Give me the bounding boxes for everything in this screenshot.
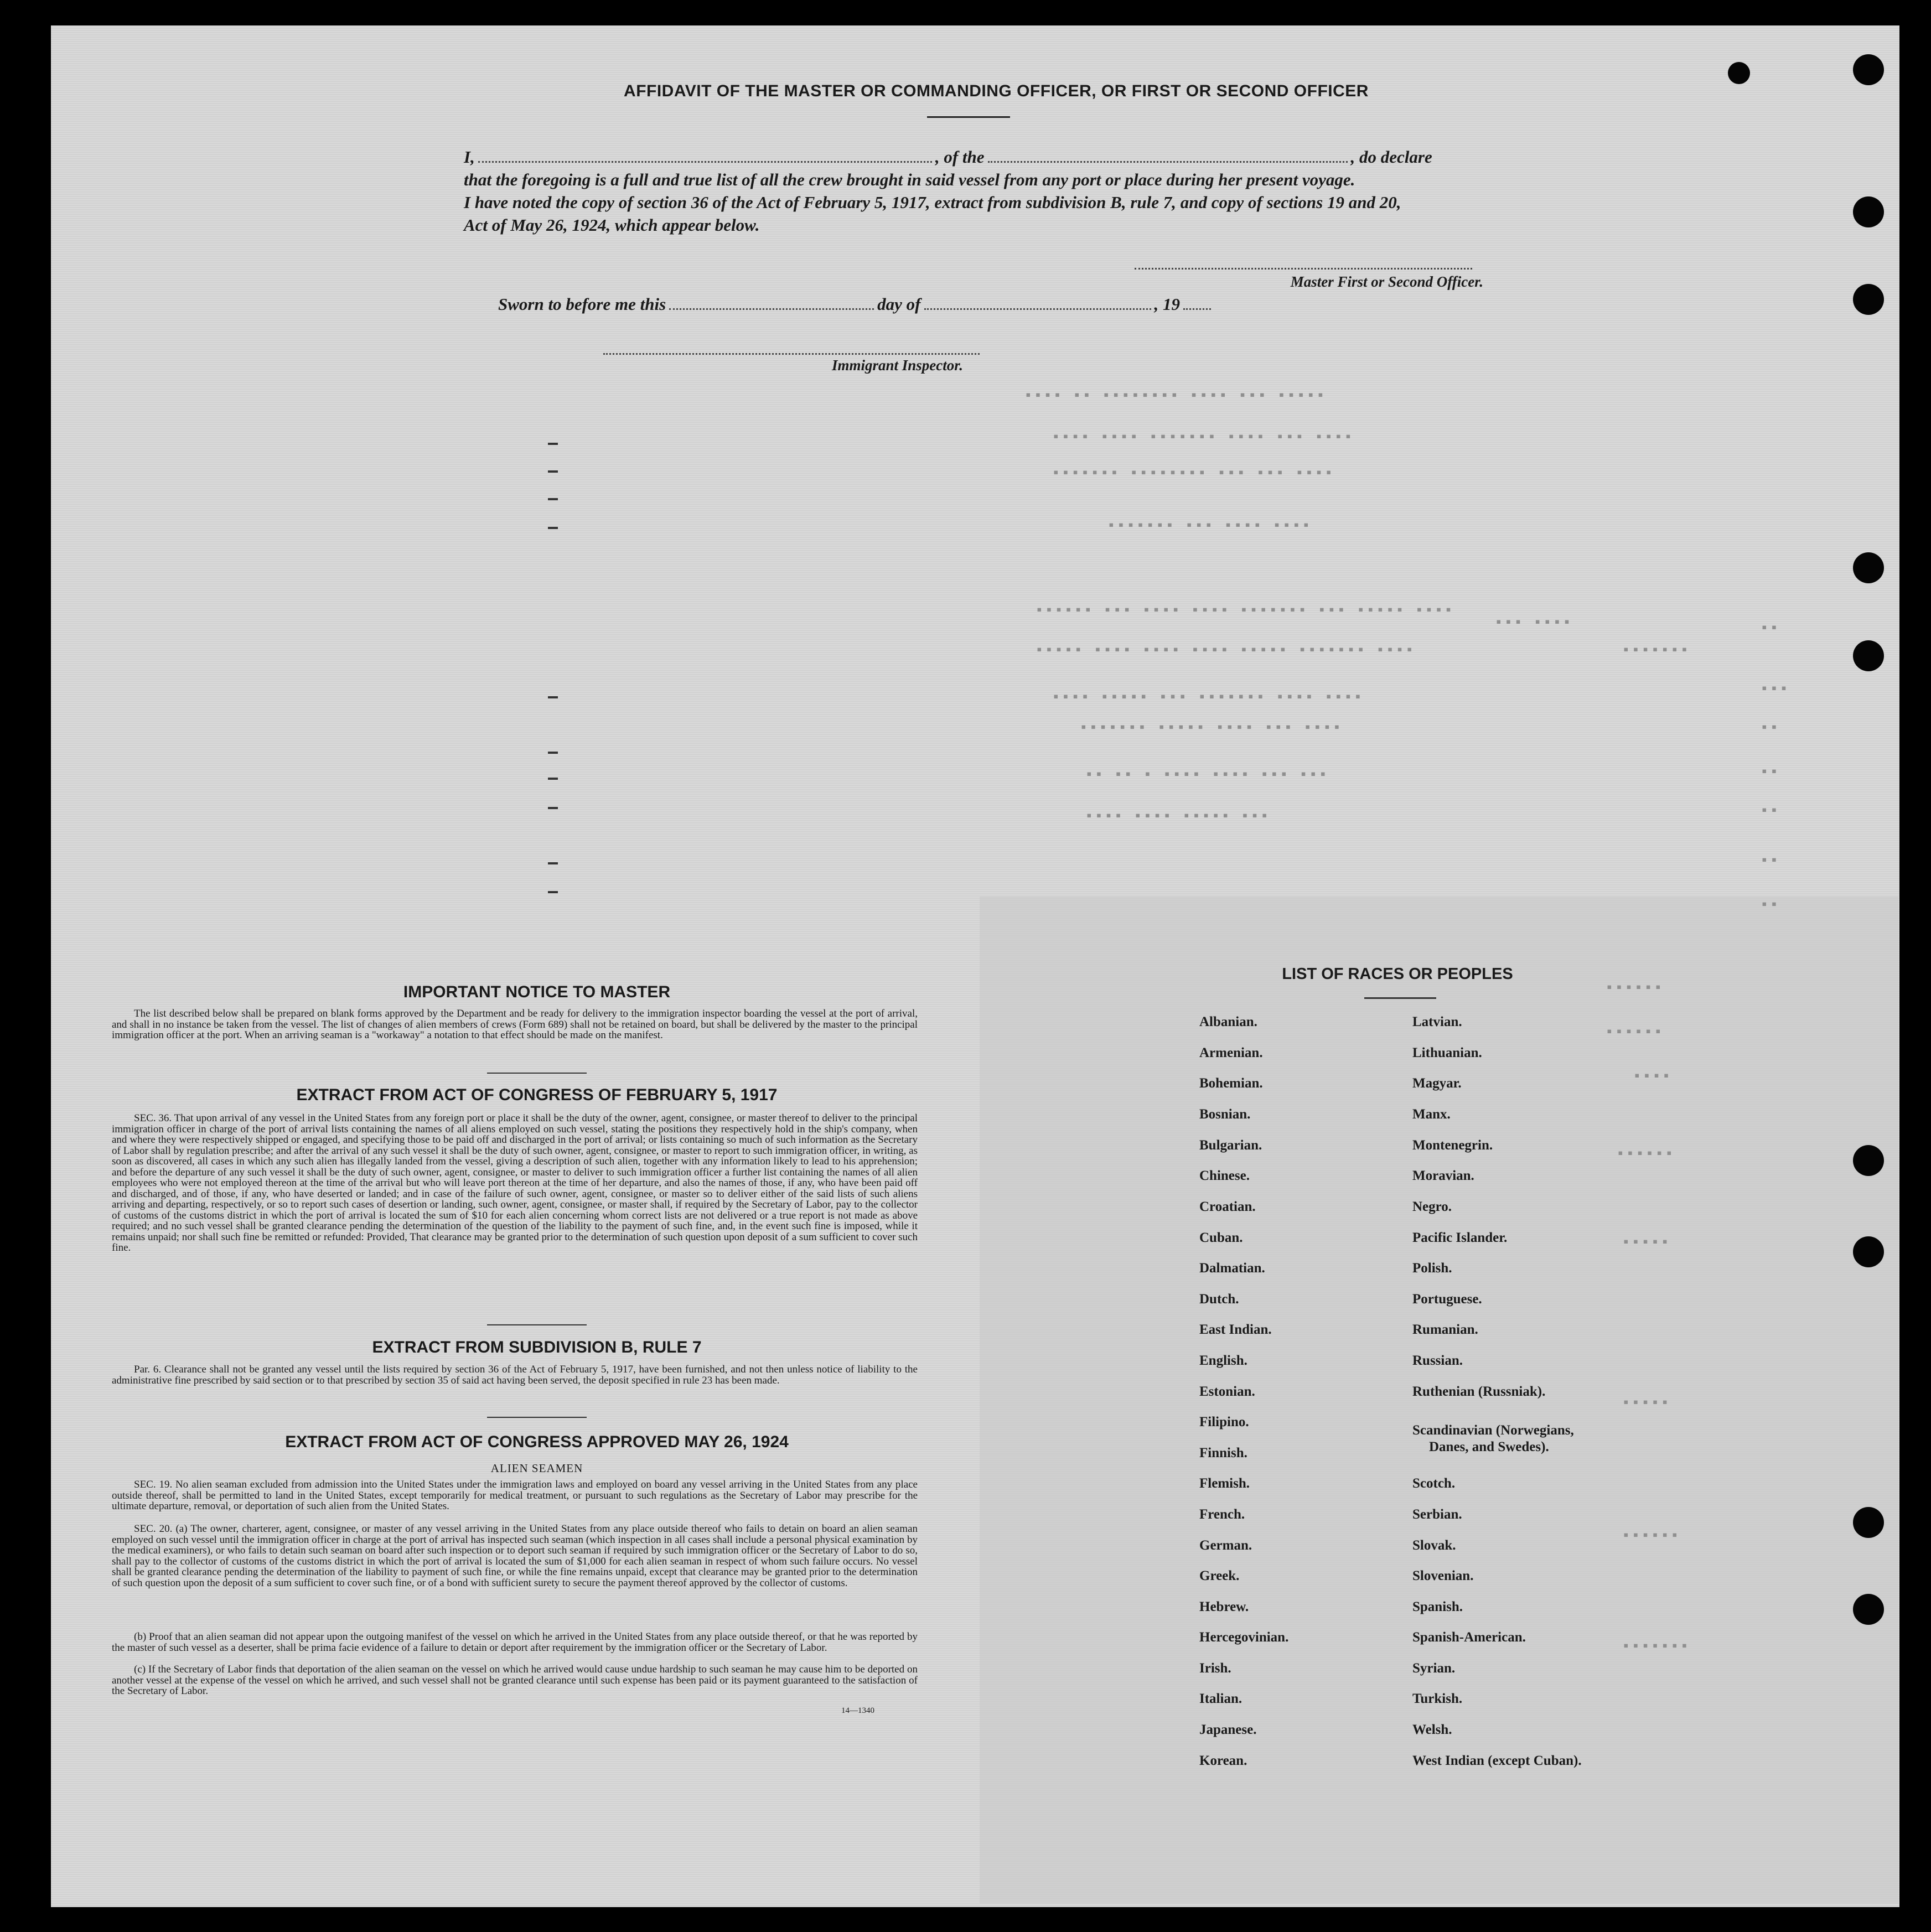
sworn-text: Sworn to before me this [498,294,666,314]
race-item: French. [1199,1507,1245,1522]
race-item: West Indian (except Cuban). [1412,1753,1582,1768]
race-item: Negro. [1412,1199,1452,1214]
section-rule [487,1073,587,1074]
race-item: Moravian. [1412,1168,1474,1183]
punch-hole [1728,62,1750,84]
sec20c-text: (c) If the Secretary of Labor finds that deportation of the alien seaman on the vessel on which he arrived would cause undue hardship to such seaman he may cause him to be deported on another vessel at the expense of the vessel on which he arrived, and such vessel shall not be granted clearance until such expense has been paid or its payment guaranteed to the satisfaction of the Secretary of Labor. [112,1664,918,1697]
margin-dash [548,778,558,780]
sworn-line [498,294,1214,314]
punch-hole [1853,1594,1884,1625]
affidavit-line-2: that the foregoing is a full and true list of all the crew brought in said vessel from any port or place during her present voyage. [464,170,1355,189]
punch-hole [1853,1236,1884,1267]
race-item: Irish. [1199,1661,1231,1676]
race-item: Cuban. [1199,1230,1243,1245]
notice-title: IMPORTANT NOTICE TO MASTER [403,983,671,1001]
inspector-label: Immigrant Inspector. [831,357,963,374]
sec19-text: SEC. 19. No alien seaman excluded from admission into the United States under the immigration laws and employed on board any vessel arriving in the United States from any place outside thereof, shall be permitted to land in the United States, except temporarily for medical treatment, or pursuant to such regulations as the Secretary of Labor may prescribe for the ultimate departure, removal, or deportation of such alien from the United States. [112,1479,918,1512]
race-item: Welsh. [1412,1722,1452,1737]
punch-hole [1853,54,1884,85]
race-item: Bohemian. [1199,1076,1263,1091]
race-item: Polish. [1412,1261,1452,1276]
punch-hole [1853,640,1884,671]
race-item: Hercegovinian. [1199,1630,1289,1645]
margin-dash [548,862,558,864]
race-item: Japanese. [1199,1722,1257,1737]
punch-hole [1853,196,1884,227]
margin-dash [548,696,558,698]
affidavit-title: AFFIDAVIT OF THE MASTER OR COMMANDING OFFICER, OR FIRST OR SECOND OFFICER [624,82,1369,100]
race-item: Dalmatian. [1199,1261,1265,1276]
race-item: Croatian. [1199,1199,1256,1214]
margin-dash [548,752,558,754]
race-item: Slovak. [1412,1538,1456,1553]
race-item: Ruthenian (Russniak). [1412,1384,1546,1399]
race-item: Armenian. [1199,1045,1263,1060]
extract-1917-text: SEC. 36. That upon arrival of any vessel in the United States from any foreign port or place it shall be the duty of the owner, agent, consignee, or master thereof to deliver to the principal immigration officer in charge of the port of arrival lists containing the names of all aliens employed on such vessel, stating the positions they respectively hold in the ship's company, when and where they were respectively shipped or engaged, and specifying those to be paid off and discharged in the port of arrival; or lists containing so much of such information as the Secretary of Labor shall by regulation prescribe; and after the arrival of any such vessel it shall be the duty of such owner, agent, consignee, or master to report to such immigration officer, in writing, as soon as discovered, all cases in which any such alien has illegally landed from the vessel, giving a description of such alien, together with any information likely to lead to his apprehension; and before the departure of any such vessel it shall be the duty of such owner, agent, consignee, or master to deliver to such immigration officer a further list containing the names of all alien employees who were not employed thereon at the time of the arrival but who will leave port thereon at the time of her departure, and also the names of those, if any, who have been paid off and discharged, and of those, if any, who have deserted or landed; and in case of the failure of such owner, agent, consignee, or master so to deliver either of the said lists of such aliens arriving and departing, respectively, or so to report such cases of desertion or landing, such owner, agent, consignee, or master shall, if required by the Secretary of Labor, pay to the collector of customs of the customs district in which the port of arrival is located the sum of $10 for each alien concerning whom correct lists are not delivered or a true report is not made as above required; and no such vessel shall be granted clearance pending the determination of the question of the liability to the payment of such fine, and, in the event such fine is imposed, while it remains unpaid; nor shall such fine be remitted or refunded: Provided, That clearance may be granted prior to the determination of such question upon deposit of a sum sufficient to cover such fine. [112,1112,918,1254]
race-item: Hebrew. [1199,1599,1249,1614]
section-rule [487,1417,587,1418]
race-item: Turkish. [1412,1691,1463,1706]
year-prefix: , 19 [1154,294,1180,314]
title-rule [927,116,1010,118]
master-signature-line[interactable] [1135,268,1472,270]
race-item: Manx. [1412,1107,1451,1122]
race-item: Slovenian. [1412,1568,1474,1583]
race-item: Scandinavian (Norwegians, [1412,1423,1574,1438]
race-item: Italian. [1199,1691,1243,1706]
form-number: 14—1340 [841,1706,874,1715]
race-item: Latvian. [1412,1014,1462,1029]
sec20b-text: (b) Proof that an alien seaman did not appear upon the outgoing manifest of the vessel on which he arrived in the United States from any place outside thereof, or that he was reported by the master of such vessel as a deserter, shall be prima facie evidence of a failure to detain or deport after requirement by the immigration officer or the Secretary of Labor. [112,1631,918,1654]
rule7-title: EXTRACT FROM SUBDIVISION B, RULE 7 [372,1338,702,1356]
race-item: Spanish-American. [1412,1630,1526,1645]
inspector-signature-line[interactable] [603,353,980,355]
races-rule [1364,997,1436,999]
day-blank[interactable] [669,308,874,310]
affidavit-line-1 [464,147,1504,167]
race-item: Lithuanian. [1412,1045,1482,1060]
day-of-text: day of [877,294,921,314]
margin-dash [548,527,558,529]
race-item: Bosnian. [1199,1107,1251,1122]
margin-dash [548,807,558,809]
punch-hole [1853,1507,1884,1538]
race-item: Syrian. [1412,1661,1456,1676]
race-item: German. [1199,1538,1252,1553]
affidavit-i: I, [464,147,475,167]
punch-hole [1853,1145,1884,1176]
affidavit-do-declare: , do declare [1350,147,1432,167]
race-item: Dutch. [1199,1292,1239,1307]
name-blank[interactable] [478,161,932,163]
race-item: East Indian. [1199,1322,1272,1337]
year-blank[interactable] [1183,308,1211,310]
race-item: Flemish. [1199,1476,1250,1491]
race-item: Magyar. [1412,1076,1462,1091]
race-item: English. [1199,1353,1247,1368]
master-signature-label: Master First or Second Officer. [1290,273,1483,290]
punch-hole [1853,284,1884,315]
affidavit-of-the: , of the [935,147,985,167]
race-item: Scotch. [1412,1476,1456,1491]
race-item: Spanish. [1412,1599,1463,1614]
race-item: Filipino. [1199,1415,1249,1429]
month-blank[interactable] [924,308,1151,310]
affidavit-line-3: I have noted the copy of section 36 of the Act of February 5, 1917, extract from subdivision B, rule 7, and copy of sections 19 and 20, [464,193,1401,212]
rule7-text: Par. 6. Clearance shall not be granted any vessel until the lists required by section 36 of the Act of February 5, 1917, have been furnished, and not then unless notice of liability to the administrative fine prescribed by said section or to that prescribed by section 35 of said act having been served, the deposit specified in rule 23 has been made. [112,1364,918,1386]
affidavit-line-4: Act of May 26, 1924, which appear below. [464,215,760,235]
race-item: Serbian. [1412,1507,1462,1522]
vessel-blank[interactable] [988,161,1348,163]
race-item: Danes, and Swedes). [1429,1439,1549,1454]
race-item: Portuguese. [1412,1292,1482,1307]
race-item: Finnish. [1199,1446,1247,1460]
race-item: Greek. [1199,1568,1240,1583]
race-item: Korean. [1199,1753,1247,1768]
race-item: Pacific Islander. [1412,1230,1508,1245]
race-item: Russian. [1412,1353,1463,1368]
race-item: Albanian. [1199,1014,1257,1029]
notice-text: The list described below shall be prepared on blank forms approved by the Department and be ready for delivery to the immigration inspector boarding the vessel at the port of arrival, and shall in no instance be taken from the vessel. The list of changes of alien members of crews (Form 689) shall not be retained on board, but shall be delivered by the master to the principal immigration officer at the port. When an arriving seaman is a "workaway" a notation to that effect should be made on the manifest. [112,1008,918,1041]
margin-dash [548,470,558,473]
extract-1924-title: EXTRACT FROM ACT OF CONGRESS APPROVED MAY 26, 1924 [285,1433,789,1451]
extract-1917-title: EXTRACT FROM ACT OF CONGRESS OF FEBRUARY 5, 1917 [296,1086,778,1104]
race-item: Montenegrin. [1412,1138,1493,1153]
alien-seamen-heading: ALIEN SEAMEN [490,1462,583,1475]
margin-dash [548,891,558,893]
race-item: Bulgarian. [1199,1138,1262,1153]
section-rule [487,1324,587,1325]
race-item: Chinese. [1199,1168,1250,1183]
race-item: Rumanian. [1412,1322,1478,1337]
race-item: Estonian. [1199,1384,1255,1399]
margin-dash [548,498,558,500]
punch-hole [1853,552,1884,583]
races-title: LIST OF RACES OR PEOPLES [1282,965,1513,983]
sec20a-text: SEC. 20. (a) The owner, charterer, agent, consignee, or master of any vessel arriving in the United States from any place outside thereof who fails to detain on board an alien seaman employed on such vessel until the immigration officer in charge at the port of arrival has inspected such seaman (which inspection in all cases shall include a personal physical examination by the medical examiners), or who fails to detain such seaman on board after such inspection or to deport such seaman if required by such immigration officer or the Secretary of Labor to do so, shall pay to the collector of customs of the customs district in which the port of arrival is located the sum of $1,000 for each alien seaman in respect of whom such failure occurs. No vessel shall be granted clearance pending the determination of the liability to payment of such fine, or while the fine remains unpaid, except that clearance may be granted prior to the determination of such question upon the deposit of a sum sufficient to cover such fine, or of a bond with sufficient surety to secure the payment thereof approved by the collector of customs. [112,1523,918,1589]
margin-dash [548,443,558,445]
